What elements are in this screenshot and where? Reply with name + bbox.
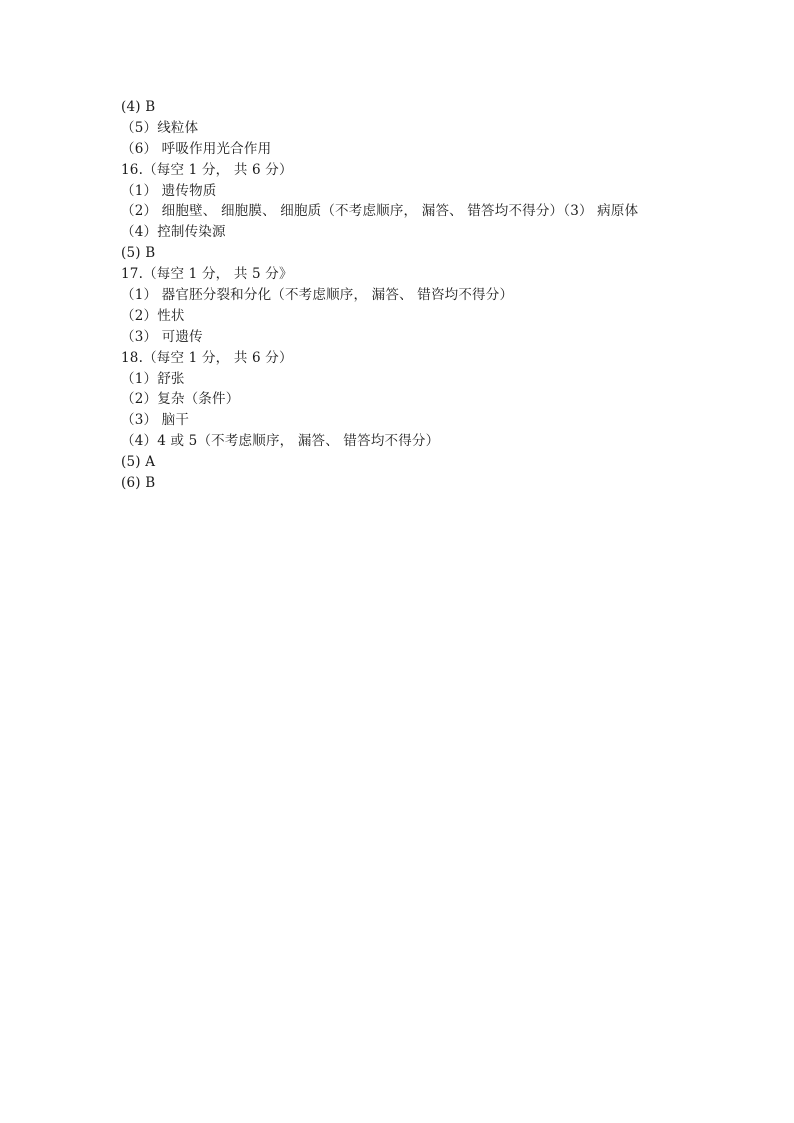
answer-line-q15-5: （5）线粒体 [121,119,199,136]
answer-key [121,97,638,494]
answer-line-q15-6: （6） 呼吸作用光合作用 [121,140,272,157]
answer-line-q18-5: (5) A [121,454,156,471]
question-header-16: 16.（每空 1 分， 共 6 分） [121,161,293,178]
answer-line-q16-4: （4）控制传染源 [121,224,226,241]
answer-line-q18-3: （3） 脑干 [121,412,190,429]
answer-line-q16-1: （1） 遗传物质 [121,182,217,199]
question-header-18: 18.（每空 1 分， 共 6 分） [121,349,293,366]
answer-line-q18-4: （4）4 或 5（不考虑顺序， 漏答、 错答均不得分） [121,433,440,450]
answer-line-q17-2: （2）性状 [121,307,185,324]
answer-line-q18-6: (6) B [121,475,156,492]
answer-line-q18-2: （2）复杂（条件） [121,391,240,408]
question-header-17: 17.（每空 1 分， 共 5 分》 [121,266,293,283]
answer-line-q15-4: (4) B [121,99,156,115]
answer-line-q17-1: （1） 器官胚分裂和分化（不考虑顺序， 漏答、 错咨均不得分） [121,287,514,304]
answer-line-q16-5: (5) B [121,245,156,262]
answer-line-q18-1: （1）舒张 [121,370,185,387]
answer-line-q17-3: （3） 可遗传 [121,328,203,345]
answer-line-q16-2-3: （2） 细胞壁、 细胞膜、 细胞质（不考虑顺序， 漏答、 错答均不得分）（3） 病原体 [121,203,639,220]
